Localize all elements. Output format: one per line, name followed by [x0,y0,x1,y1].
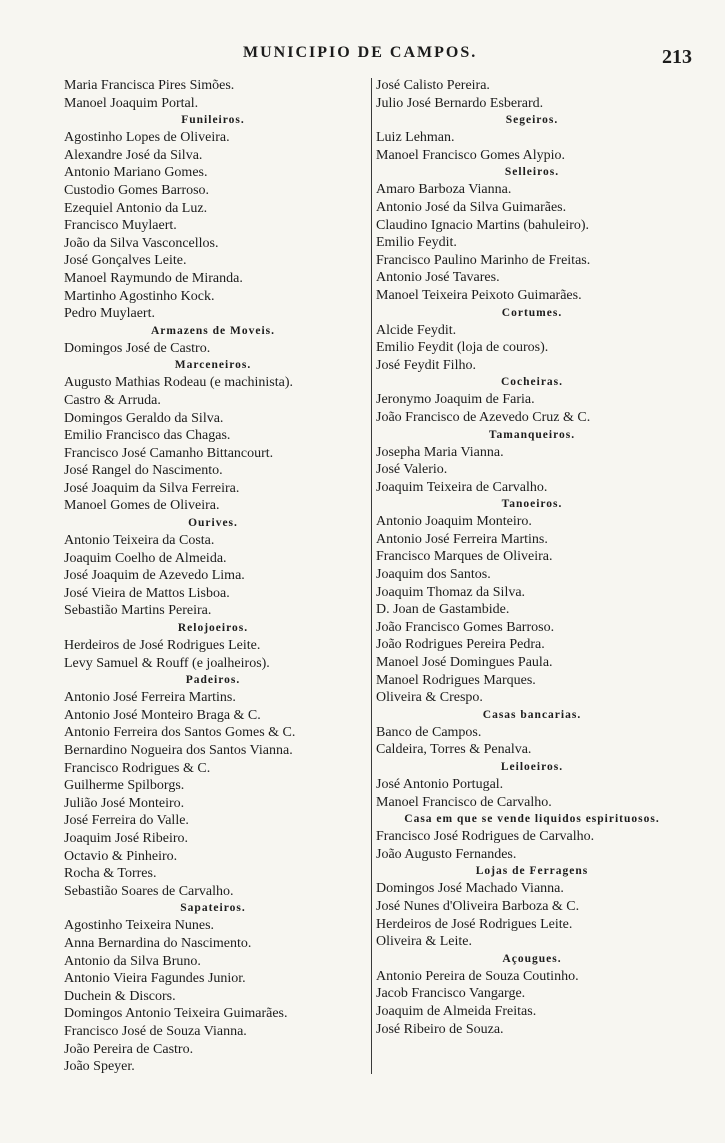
directory-entry: José Calisto Pereira. [376,78,490,93]
directory-entry: Manoel Gomes de Oliveira. [64,498,220,514]
directory-entry: Antonio Mariano Gomes. [64,165,208,181]
section-title: Tamanqueiros. [488,428,576,441]
directory-entry: Alcide Feydit. [376,322,457,338]
directory-entry: Alexandre José da Silva. [64,147,203,163]
directory-entry: Antonio Joaquim Monteiro. [376,514,532,530]
directory-entry: João da Silva Vasconcellos. [64,235,219,251]
section-title: Lojas de Ferragens [475,865,589,878]
directory-entry: Joaquim Thomaz da Silva. [376,584,526,600]
directory-entry: Manoel Joaquim Portal. [64,95,199,111]
section-title: Cocheiras. [500,376,564,389]
directory-entry: Bernardino Nogueira dos Santos Vianna. [64,743,293,758]
directory-entry: Francisco José Rodrigues de Carvalho. [376,829,595,845]
page-header [0,44,725,70]
directory-entry: Herdeiros de José Rodrigues Leite. [376,916,573,932]
directory-entry: Rocha & Torres. [64,866,157,882]
directory-entry: Antonio Vieira Fagundes Junior. [64,971,246,987]
directory-entry: Antonio Pereira de Souza Coutinho. [376,968,579,984]
directory-entry: Emilio Feydit (loja de couros). [376,340,549,356]
directory-entry: Antonio José Tavares. [376,270,500,286]
directory-entry: Antonio da Silva Bruno. [64,953,201,969]
directory-entry: José Vieira de Mattos Lisboa. [64,585,230,601]
directory-entry: Antonio José Monteiro Braga & C. [64,707,261,723]
directory-entry: Manoel Rodrigues Marques. [376,672,536,688]
directory-entry: Castro & Arruda. [64,392,161,408]
directory-entry: Antonio Teixeira da Costa. [64,533,215,549]
section-title: Açougues. [502,952,562,965]
directory-entry: Banco de Campos. [376,724,482,740]
directory-entry: José Gonçalves Leite. [64,253,187,269]
section-title: Sapateiros. [180,902,246,915]
directory-entry: Oliveira & Crespo. [376,690,483,706]
directory-entry: Antonio José da Silva Guimarães. [376,199,567,215]
directory-entry: Jeronymo Joaquim de Faria. [376,392,535,408]
directory-entry: João Speyer. [64,1059,135,1075]
directory-entry: José Rangel do Nascimento. [64,463,223,479]
directory-entry: Francisco Marques de Oliveira. [376,549,553,565]
directory-entry: Manoel José Domingues Paula. [376,655,553,671]
directory-entry: Anna Bernardina do Nascimento. [64,935,252,951]
directory-entry: Antonio Ferreira dos Santos Gomes & C. [64,725,296,741]
page-number: 213 [662,46,692,68]
directory-entry: Guilherme Spilborgs. [64,778,185,794]
directory-entry: Francisco Paulino Marinho de Freitas. [376,252,591,268]
directory-entry: João Francisco de Azevedo Cruz & C. [376,409,591,425]
directory-entry: Caldeira, Torres & Penalva. [376,742,532,758]
directory-entry: Joaquim Coelho de Almeida. [64,550,227,566]
directory-entry: Julião José Monteiro. [64,795,185,811]
section-title: Casa em que se vende liquidos espirituosos. [404,813,660,826]
directory-entry: Francisco José de Souza Vianna. [64,1023,247,1039]
directory-entry: Maria Francisca Pires Simões. [64,78,235,93]
directory-entry: Amaro Barboza Vianna. [376,182,512,198]
section-title: Armazens de Moveis. [150,324,276,337]
directory-entry: Joaquim dos Santos. [376,567,491,583]
directory-entry: Antonio José Ferreira Martins. [376,531,548,547]
section-title: Ourives. [188,517,238,530]
directory-entry: Domingos Antonio Teixeira Guimarães. [64,1006,288,1022]
directory-entry: Sebastião Soares de Carvalho. [64,883,234,899]
directory-entry: Duchein & Discors. [64,988,176,1004]
directory-entry: Manoel Teixeira Peixoto Guimarães. [376,287,582,303]
directory-entry: Agostinho Teixeira Nunes. [64,918,215,934]
directory-entry: João Augusto Fernandes. [376,846,517,862]
directory-entry: José Ribeiro de Souza. [376,1021,504,1037]
directory-entry: Martinho Agostinho Kock. [64,288,215,304]
directory-entry: Domingos Geraldo da Silva. [64,410,224,426]
directory-entry: Oliveira & Leite. [376,934,473,950]
directory-entry: José Joaquim de Azevedo Lima. [64,568,245,584]
section-title: Padeiros. [185,674,241,687]
section-title: Relojoeiros. [177,622,249,635]
directory-entry: Claudino Ignacio Martins (bahuleiro). [376,217,590,233]
directory-entry: Manoel Francisco de Carvalho. [376,794,552,810]
section-title: Cortumes. [501,306,563,319]
directory-entry: Francisco Muylaert. [64,218,177,234]
directory-entry: Emilio Feydit. [376,235,457,251]
directory-entry: Joaquim Teixeira de Carvalho. [376,479,548,495]
section-title: Selleiros. [504,166,560,179]
directory-entry: Pedro Muylaert. [64,306,155,322]
directory-entry: Francisco José Camanho Bittancourt. [64,445,274,461]
directory-entry: Francisco Rodrigues & C. [64,760,211,776]
directory-entry: Herdeiros de José Rodrigues Leite. [64,638,261,654]
section-title: Marceneiros. [174,359,252,372]
directory-entry: Joaquim José Ribeiro. [64,830,189,846]
directory-entry: Octavio & Pinheiro. [64,848,178,864]
directory-entry: João Rodrigues Pereira Pedra. [376,637,545,653]
directory-entry: Ezequiel Antonio da Luz. [64,200,208,216]
directory-entry: Antonio José Ferreira Martins. [64,690,236,706]
directory-entry: Jacob Francisco Vangarge. [376,986,526,1002]
running-title: MUNICIPIO DE CAMPOS. [243,44,478,61]
section-title: Leiloeiros. [500,761,564,773]
directory-entry: Manoel Francisco Gomes Alypio. [376,147,565,163]
directory-entry: Josepha Maria Vianna. [376,444,504,460]
directory-entry: Domingos José Machado Vianna. [376,881,564,897]
directory-entry: Julio José Bernardo Esberard. [376,95,544,111]
directory-entry: Domingos José de Castro. [64,340,211,356]
section-title: Segeiros. [505,114,559,127]
directory-entry: José Valerio. [376,462,448,478]
left-column [58,77,368,1076]
directory-entry: José Antonio Portugal. [376,777,504,792]
directory-entry: Sebastião Martins Pereira. [64,603,212,619]
section-title: Casas bancarias. [482,708,582,721]
directory-entry: José Ferreira do Valle. [64,813,189,829]
directory-entry: Augusto Mathias Rodeau (e machinista). [64,375,294,391]
right-column [372,77,692,1038]
directory-entry: Emilio Francisco das Chagas. [64,428,231,444]
section-title: Funileiros. [181,114,245,127]
directory-entry: João Francisco Gomes Barroso. [376,619,555,635]
directory-entry: José Feydit Filho. [376,357,476,373]
directory-entry: Custodio Gomes Barroso. [64,182,210,198]
directory-entry: Luiz Lehman. [376,130,455,146]
directory-entry: Levy Samuel & Rouff (e joalheiros). [64,655,270,671]
directory-entry: D. Joan de Gastambide. [376,602,510,618]
directory-entry: Agostinho Lopes de Oliveira. [64,130,230,146]
directory-entry: João Pereira de Castro. [64,1041,194,1057]
directory-entry: Manoel Raymundo de Miranda. [64,270,243,286]
section-title: Tanoeiros. [501,498,563,511]
directory-entry: José Joaquim da Silva Ferreira. [64,480,240,496]
directory-entry: José Nunes d'Oliveira Barboza & C. [376,898,580,914]
directory-entry: Joaquim de Almeida Freitas. [376,1003,537,1019]
